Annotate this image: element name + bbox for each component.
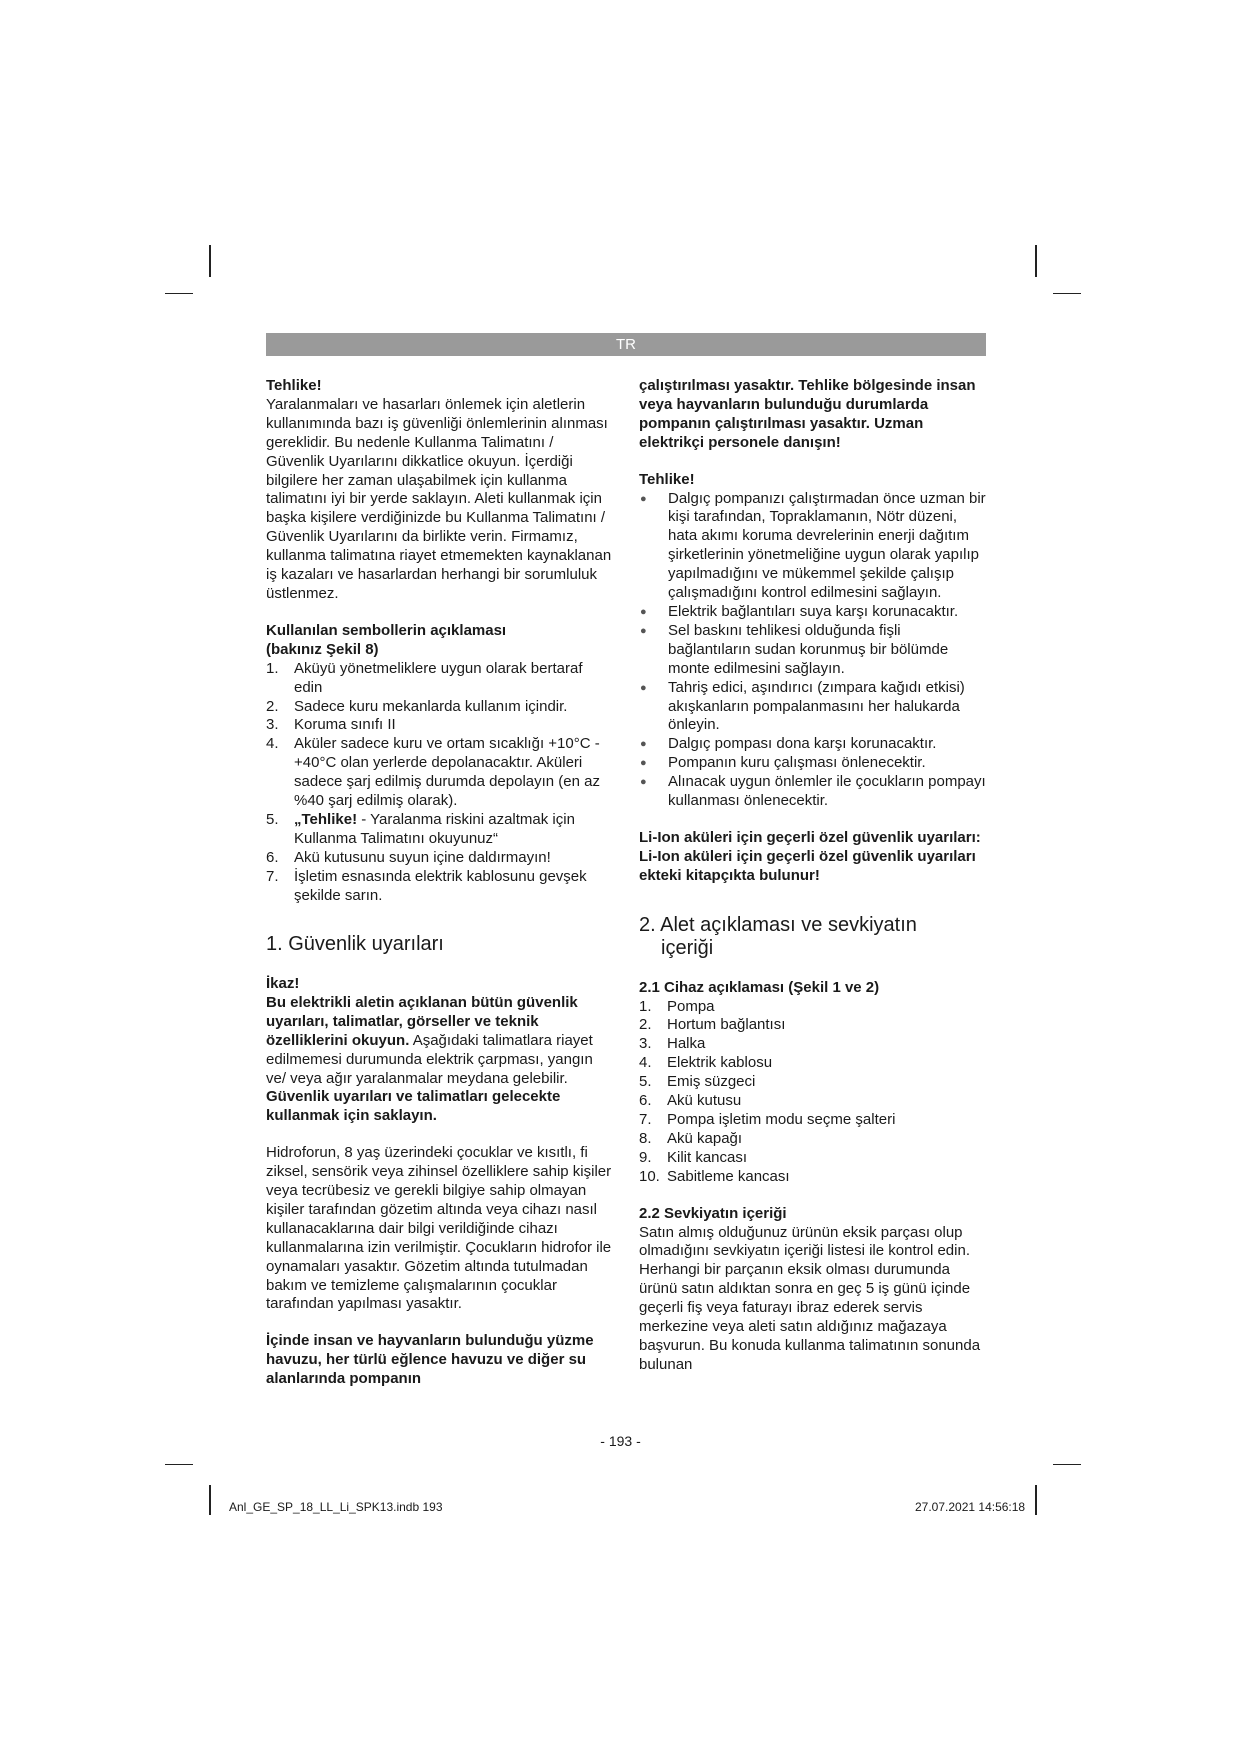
crop-mark <box>1053 293 1081 294</box>
crop-mark <box>165 1464 193 1465</box>
list-item: 10. Sabitleme kancası <box>639 1167 790 1185</box>
list-item: 3. Halka <box>639 1035 706 1053</box>
liion-note: Li-Ion aküleri için geçerli özel güvenlik uyarıları ekteki kitapçıkta bulunur! <box>639 847 976 884</box>
list-item: ● Dalgıç pompası dona karşı korunacaktır. <box>640 735 937 753</box>
warning-title: Tehlike! <box>266 377 322 394</box>
list-item: ● Sel baskını tehlikesi olduğunda fişli bağlantıların sudan korunmuş bir bölümde monte edilmesini sağlayın. <box>640 621 949 677</box>
symbols-heading-ref: (bakınız Şekil 8) <box>266 640 379 658</box>
ikaz-save-note: Güvenlik uyarıları ve talimatları gelecekte kullanmak için saklayın. <box>266 1088 561 1125</box>
list-item: 7. Pompa işletim modu seçme şalteri <box>639 1111 896 1128</box>
crop-mark <box>1035 1485 1037 1515</box>
language-code: TR <box>616 336 636 353</box>
list-item: 3. Koruma sınıfı II <box>266 716 396 734</box>
warning-title-2: Tehlike! <box>639 470 695 488</box>
ikaz-title: İkaz! <box>266 974 300 992</box>
list-item: 1. Aküyü yönetmeliklere uygun olarak bertaraf edin <box>266 659 583 696</box>
safety-bullets <box>639 490 986 811</box>
list-item: 6. Akü kutusu <box>639 1092 742 1110</box>
file-info: Anl_GE_SP_18_LL_Li_SPK13.indb 193 <box>229 1500 443 1514</box>
subsection-2-2-title: 2.2 Sevkiyatın içeriği <box>639 1204 787 1222</box>
children-paragraph: Hidroforun, 8 yaş üzerindeki çocuklar ve kısıtlı, fi ziksel, sensörik veya zihinsel özelliklere sahip kişiler veya tecrübesiz ve gerekli bilgiye sahip olmayan kişiler tarafından gözetim altında veya cihazı nasıl kullanacaklarına dair bilgi verildiğinde cihazı kullanmalarına izin verilmiştir. Çocukların hidrofor ile oynamaları yasaktır. Gözetim altında tutulmadan bakım ve temizleme çalışmalarının çocuklar tarafından yapılması yasaktır. <box>266 1144 612 1313</box>
delivery-paragraph: Satın almış olduğunuz ürünün eksik parçası olup olmadığını sevkiyatın içeriği listesi ile kontrol edin. Herhangi bir parçanın eksik olması durumunda ürünü satın aldıktan sonra en geç 5 iş günü içinde geçerli fiş veya faturayı ibraz ederek servis merkezine veya aleti satın aldığınız mağazaya başvurun. Bu konuda kullanma talimatının sonunda bulunan <box>639 1223 981 1373</box>
list-item: 5. Emiş süzgeci <box>639 1073 756 1091</box>
list-item: 2. Sadece kuru mekanlarda kullanım içindir. <box>266 697 568 715</box>
parts-list <box>639 998 986 1187</box>
pool-warning: İçinde insan ve hayvanların bulunduğu yüzme havuzu, her türlü eğlence havuzu ve diğer su alanlarında pompanın <box>266 1332 594 1388</box>
crop-mark <box>209 245 211 277</box>
warning-text: Yaralanmaları ve hasarları önlemek için aletlerin kullanımında bazı iş güvenliği önlemlerinin alınması gereklidir. Bu nedenle Kullanma Talimatını / Güvenlik Uyarılarını dikkatlice okuyun. İçerdiği bilgilere her zaman ulaşabilmek için kullanma talimatını iyi bir yerde saklayın. Aleti kullanmak için başka kişilere verdiğinizde bu Kullanma Talimatını / Güvenlik Uyarılarını da birlikte verin. Firmamız, kullanma talimatına riayet etmemekten kaynaklanan iş kazaları ve hasarlardan herhangi bir sorumluluk üstlenmez. <box>266 395 612 602</box>
ikaz-text: Bu elektrikli aletin açıklanan bütün güvenlik uyarıları, talimatlar, görseller ve teknik özelliklerini okuyun. Aşağıdaki talimatlara riayet edilmemesi durumunda elektrik çarpması, yangın ve/ veya ağır yaralanmalar meydana gelebilir. <box>266 993 593 1087</box>
page-number: - 193 - <box>600 1433 641 1449</box>
list-item: 2. Hortum bağlantısı <box>639 1016 786 1034</box>
list-item: 9. Kilit kancası <box>639 1148 748 1166</box>
crop-mark <box>1035 245 1037 277</box>
print-timestamp: 27.07.2021 14:56:18 <box>915 1500 1026 1514</box>
left-column <box>266 377 613 1389</box>
symbols-list <box>266 660 613 906</box>
pool-warning-cont: çalıştırılması yasaktır. Tehlike bölgesinde insan veya hayvanların bulunduğu durumlarda pompanın çalıştırılması yasaktır. Uzman elektrikçi personele danışın! <box>639 377 976 451</box>
list-item: 4. Elektrik kablosu <box>639 1054 773 1072</box>
list-item: 4. Aküler sadece kuru ve ortam sıcaklığı +10°C - +40°C olan yerlerde depolanacaktır. Aküleri sadece şarj edilmiş durumda depolayın (en az %40 şarj edilmiş olarak). <box>266 735 600 810</box>
language-header-bar <box>266 333 986 356</box>
list-item: ● Tahriş edici, aşındırıcı (zımpara kağıdı etkisi) akışkanların pompalanmasını her halukarda önleyin. <box>640 678 965 734</box>
list-item: 5. „Tehlike! - Yaralanma riskini azaltmak için Kullanma Talimatını okuyunuz“ <box>266 810 575 847</box>
list-item: 1. Pompa <box>639 997 715 1015</box>
list-item: ● Elektrik bağlantıları suya karşı korunacaktır. <box>640 602 959 620</box>
list-item: ● Pompanın kuru çalışması önlenecektir. <box>640 754 926 772</box>
subsection-2-1-title: 2.1 Cihaz açıklaması (Şekil 1 ve 2) <box>639 978 880 996</box>
list-item: 8. Akü kapağı <box>639 1129 743 1147</box>
crop-mark <box>165 293 193 294</box>
list-item: ● Alınacak uygun önlemler ile çocukların pompayı kullanması önlenecektir. <box>640 773 986 810</box>
section-1-title: 1. Güvenlik uyarıları <box>266 933 444 956</box>
section-2-title: 2. Alet açıklaması ve sevkiyatın içeriği <box>639 913 917 960</box>
crop-mark <box>209 1485 211 1515</box>
crop-mark <box>1053 1464 1081 1465</box>
right-column <box>639 377 986 1375</box>
symbols-heading: Kullanılan sembollerin açıklaması <box>266 621 507 639</box>
list-item: ● Dalgıç pompanızı çalıştırmadan önce uzman bir kişi tarafından, Topraklamanın, Nötr düzeni, hata akımı koruma devrelerinin enerji dağıtım şirketlerinin yönetmeliğine uygun olarak yapılıp yapılmadığını ve mükemmel şekilde çalışıp çalışmadığını kontrol edilmesini sağlayın. <box>640 489 986 602</box>
list-item: 6. Akü kutusunu suyun içine daldırmayın! <box>266 848 551 866</box>
liion-heading: Li-Ion aküleri için geçerli özel güvenlik uyarıları: <box>639 828 981 846</box>
list-item: 7. İşletim esnasında elektrik kablosunu gevşek şekilde sarın. <box>266 867 587 904</box>
